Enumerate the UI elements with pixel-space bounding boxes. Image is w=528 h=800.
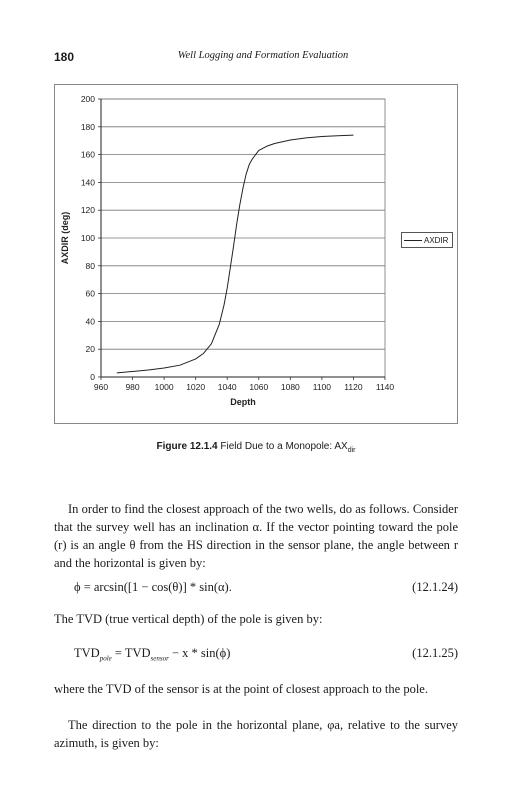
x-tick-label: 980: [125, 382, 140, 392]
figure-number: Figure 12.1.4: [156, 441, 218, 452]
paragraph-tvd-sensor: where the TVD of the sensor is at the point of closest approach to the pole.: [54, 682, 428, 696]
x-tick-label: 1120: [344, 382, 363, 392]
y-tick-label: 0: [90, 372, 95, 382]
figure-caption-text: Field Due to a Monopole: AX: [220, 441, 348, 452]
x-tick-label: 1020: [186, 382, 206, 392]
y-tick-label: 180: [80, 121, 95, 132]
paragraph-pole-direction: The direction to the pole in the horizontal plane, φa, relative to the survey azimuth, is given by:: [54, 718, 458, 750]
equation-number: (12.1.24): [412, 580, 458, 594]
y-axis-title: AXDIR (deg): [60, 211, 70, 265]
x-tick-label: 1140: [375, 382, 395, 392]
equation-12-1-25: [74, 646, 458, 664]
x-tick-label: 1080: [280, 382, 300, 392]
x-tick-label: 1000: [154, 382, 174, 392]
running-title: Well Logging and Formation Evaluation: [177, 50, 349, 61]
running-head: [54, 50, 472, 68]
y-tick-label: 20: [85, 344, 95, 355]
y-tick-label: 160: [80, 149, 95, 160]
legend-swatch: [404, 240, 422, 241]
figure-frame: [54, 84, 458, 424]
chart-legend: [401, 232, 453, 248]
x-tick-label: 960: [93, 382, 109, 392]
y-tick-label: 60: [85, 288, 95, 299]
figure-caption: [54, 441, 458, 454]
equation-12-1-24: [74, 580, 458, 598]
paragraph-closest-approach: In order to find the closest approach of the two wells, do as follows. Consider that the survey well has an inclination α. If the vector pointing toward the pole (r) is an angle θ from the HS direction in the sensor plane, the angle between r and the horizontal is given by:: [54, 502, 458, 570]
page-number: 180: [54, 50, 75, 64]
y-tick-label: 140: [80, 177, 95, 188]
figure-caption-subscript: dir: [347, 447, 356, 454]
legend-label: AXDIR: [424, 235, 449, 245]
y-tick-label: 40: [85, 316, 95, 327]
x-tick-label: 1060: [249, 382, 269, 392]
y-tick-label: 100: [80, 233, 95, 243]
equation-expression: $TVD_{pole} = TVD_{sensor} - x * \sin(\phi)$: [74, 646, 231, 663]
x-axis-title: Depth: [230, 397, 256, 407]
equation-expression: ϕ = arcsin([1 − cos(θ)] * sin(α).: [74, 580, 232, 594]
x-tick-label: 1100: [312, 382, 332, 392]
line-chart: [55, 85, 459, 425]
y-tick-label: 120: [80, 205, 95, 216]
x-tick-label: 1040: [217, 382, 237, 392]
equation-number: (12.1.25): [412, 646, 458, 660]
y-tick-label: 200: [80, 94, 95, 104]
paragraph-tvd-intro: The TVD (true vertical depth) of the pole is given by:: [54, 612, 323, 626]
y-tick-label: 80: [85, 260, 95, 271]
